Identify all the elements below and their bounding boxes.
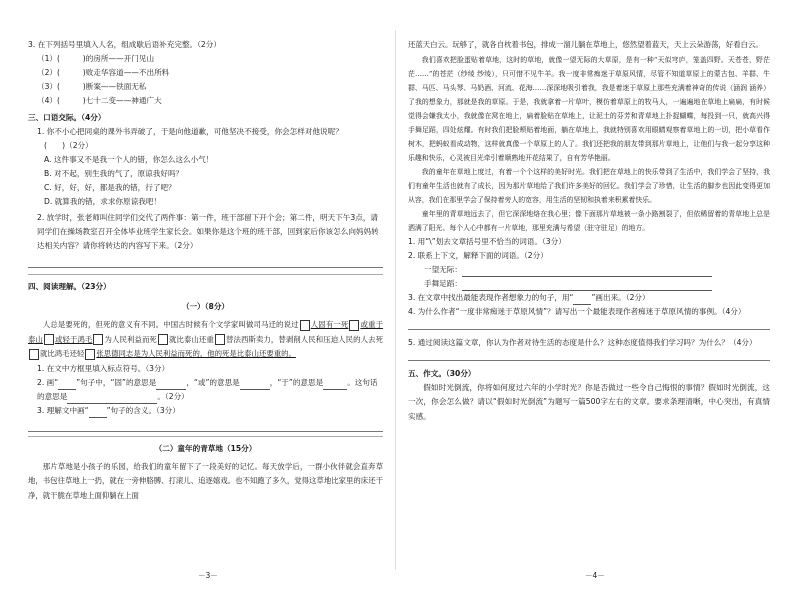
oral-option: B. 对不起，别生我的气了，原谅我好吗？: [44, 169, 184, 178]
reading2-paragraph: 我的童年在草地上度过，有着一个个这样的美好时光。我们把在草地上的快乐带到了生活中，我们学会了坚持，我们有童年生活也就有了成长，因为那片草地给了我们许多美好的回忆。我们学会了珍惜，让生活的脚步也因此变得更加从容，我们在那里学会了保持着旁人的宽容，用生活的坚韧和执着来积累着快乐。: [408, 167, 770, 204]
reading1-q1: 1. 在文中方框里填入标点符号。（3分）: [37, 363, 170, 373]
oral-option: D. 就算我的错，求求你原谅我吧！: [44, 197, 161, 206]
reading1-passage: 人总是要死的，但死的意义有不同。中国古时候有个文学家叫做司马迁的说过 人固有一死 或重于泰山 或轻于鸿毛 为人民利益而死 就比泰山还重 替法西斯卖力，替剥削人民和压迫人民的人去死就比鸿毛还轻 张思德同志是为人民利益而死的，他的死是比泰山还要重的。: [28, 320, 383, 359]
q3-item: （3）( )断案——铁面无私: [37, 82, 147, 91]
reading2-paragraph: 童年里的青草地远去了，但它深深地烙在我心里；像下面那片草地被一条小路割裂了，但依稀留着的青草地上总是洒满了阳光。每个人心中都有一片草地，那里充满与希望（驻守驻足）的地方。: [408, 209, 770, 232]
punct-box[interactable]: [158, 334, 168, 345]
reading2-passage: 那片草地是小孩子的乐园，给我们的童年留下了一段美好的记忆。每天放学后，一群小伙伴就会直奔草地，书包往草地上一扔，就在一旁伸胳膊、打滚儿、追逐嬉戏。也不知跑了多久，觉得这草地比家里的床还干净，就干脆在草地上面仰躺在上面: [28, 461, 383, 500]
q3-item: （1）( )的房所——开门见山: [37, 54, 155, 63]
punct-box[interactable]: [44, 334, 54, 345]
answer-line[interactable]: [28, 421, 383, 432]
answer-line[interactable]: [408, 350, 770, 361]
q3-item: （2）( )败走华容道——不出所料: [37, 68, 170, 77]
section-reading: 四、阅读理解。（23分）: [28, 282, 111, 291]
reading1-q3: 3. 理解文中画“ ”句子的含义。（3分）: [28, 404, 383, 418]
section-rule: [28, 274, 383, 275]
q3-item: （4）( )七十二变——神通广大: [37, 96, 162, 105]
left-page: [28, 38, 383, 504]
section-oral: 三、口语交际。（4分）: [28, 113, 106, 122]
reading1-q2: 2. 画“ ”句子中，“固”的意思是 ，“或”的意思是 ，“于”的意思是 。这句话的意思是 。（2分）: [28, 376, 383, 404]
oral-q1: 1. 你不小心把同桌的课外书弄破了，于是向他道歉，可他坚决不接受，你会怎样对他说呢？: [37, 127, 343, 136]
reading2-q5: 5. 通过阅读这篇文章，你认为作者对待生活的态度是什么？这种态度值得我们学习吗？为什么？（4分）: [408, 337, 757, 347]
reading2-continued: 还蓝天白云。玩够了，就各自枕着书包，排成一溜儿躺在草地上，悠然望着蓝天，天上云朵游荡，好看白云。: [408, 40, 763, 49]
page-number-left: －3－: [198, 571, 218, 580]
term-line: 手舞足蹈：: [408, 277, 770, 291]
section-rule: [28, 436, 383, 437]
section-essay: 五、作文。（30分）: [408, 368, 476, 378]
term-line: 一望无际：: [408, 263, 770, 277]
oral-q2: 2. 放学时，张老师叫住同学们交代了两件事：第一件，班干部留下开个会；第二件，明天下午3点，请同学们在操场教室召开全体毕业班学生家长会。如果你是这个班的班干部，回到家后你该怎么向妈妈转达相关内容？请你将转达的内容写下来。（2分）: [37, 213, 379, 250]
right-page: [408, 38, 770, 424]
punct-box[interactable]: [29, 349, 39, 360]
answer-line[interactable]: [408, 319, 770, 330]
punct-box[interactable]: [215, 334, 225, 345]
q3-title: 3. 在下列括号里填入人名，组成歇后语补充完整。（2分）: [28, 40, 221, 49]
reading2-q4: 4. 为什么作者“一度非常痴迷于草原风情”？请写出一个最能表现作者痴迷于草原风情的事例。（4分）: [408, 306, 746, 316]
oral-q1-answer: ( )（2分）: [44, 141, 93, 150]
punct-box[interactable]: [93, 334, 103, 345]
reading2-paragraph: 我们喜欢把脸蛋贴着草地，这时的草地，就像一望无际的大草原，是有一种“天似穹庐，笼盖四野。天苍苍，野茫茫……”的苍茫（纱绫 纱绫），只可惜不见牛羊。我一度非常痴迷于草原风情，尽管不知道草原上的蒙古包、羊群、牛群、马匹、马头琴、马奶酒、河流、花海……深深地吸引着我，我是着迷于草原上那些充满着神奇的传说（涵润 涵养）了我的想象力，那就是我的草原。于是，我就拿着一片草叶，模仿着草原上的牧马人，一遍遍地在草地上扁扁，有时候觉得会嫌我太小，我就像在窝在地上，扁着脸贴在草地上，让泥土的芬芳和青草地上扑捉蝴蝶，每投到一只，就高兴得手舞足蹈，四处炫耀。有时我们把脸颊贴着地面，躺在草地上，我就特别喜欢用眼睛观察着草地上的一切，把小草看作树木，把蚂蚁看成动物，这样就真像一个草原上的人了。我们还把我的朋友带到那片草地上，让他们与我一起分享这种乐趣和快乐，心灵被目光牵引着顺熟地开花结果了，自有芳华艳丽。: [408, 55, 770, 162]
oral-option: C. 好，好，好，都是我的错，行了吧？: [44, 183, 176, 192]
oral-option: A. 这件事又不是我一个人的错，你怎么这么小气！: [44, 155, 214, 164]
punct-box[interactable]: [300, 320, 310, 331]
reading2-q1: 1. 用“\”划去文章括号里不恰当的词语。（3分）: [408, 236, 566, 246]
reading1-title: （一）（8分）: [181, 302, 230, 311]
punct-box[interactable]: [349, 320, 359, 331]
reading2-q3: 3. 在文章中找出最能表现作者想象力的句子，用“ ”画出来。（2分）: [408, 291, 770, 305]
reading2-title: （二）童年的青草地（15分）: [154, 443, 257, 453]
page-divider: [395, 30, 396, 570]
answer-line[interactable]: [28, 257, 383, 268]
page-number-right: －4－: [585, 571, 605, 580]
punct-box[interactable]: [85, 349, 95, 360]
essay-prompt: 假如时光倒流，你将如何度过六年的小学时光？你是否做过一些令自己悔恨的事情？假如时光倒流，这一次，你会怎么做？请以“假如时光倒流”为题写一篇500字左右的文章。要求条理清晰，中心突出，有真情实感。: [408, 382, 770, 421]
reading2-q2: 2. 联系上下文，解释下面的词语。（2分）: [408, 250, 548, 260]
